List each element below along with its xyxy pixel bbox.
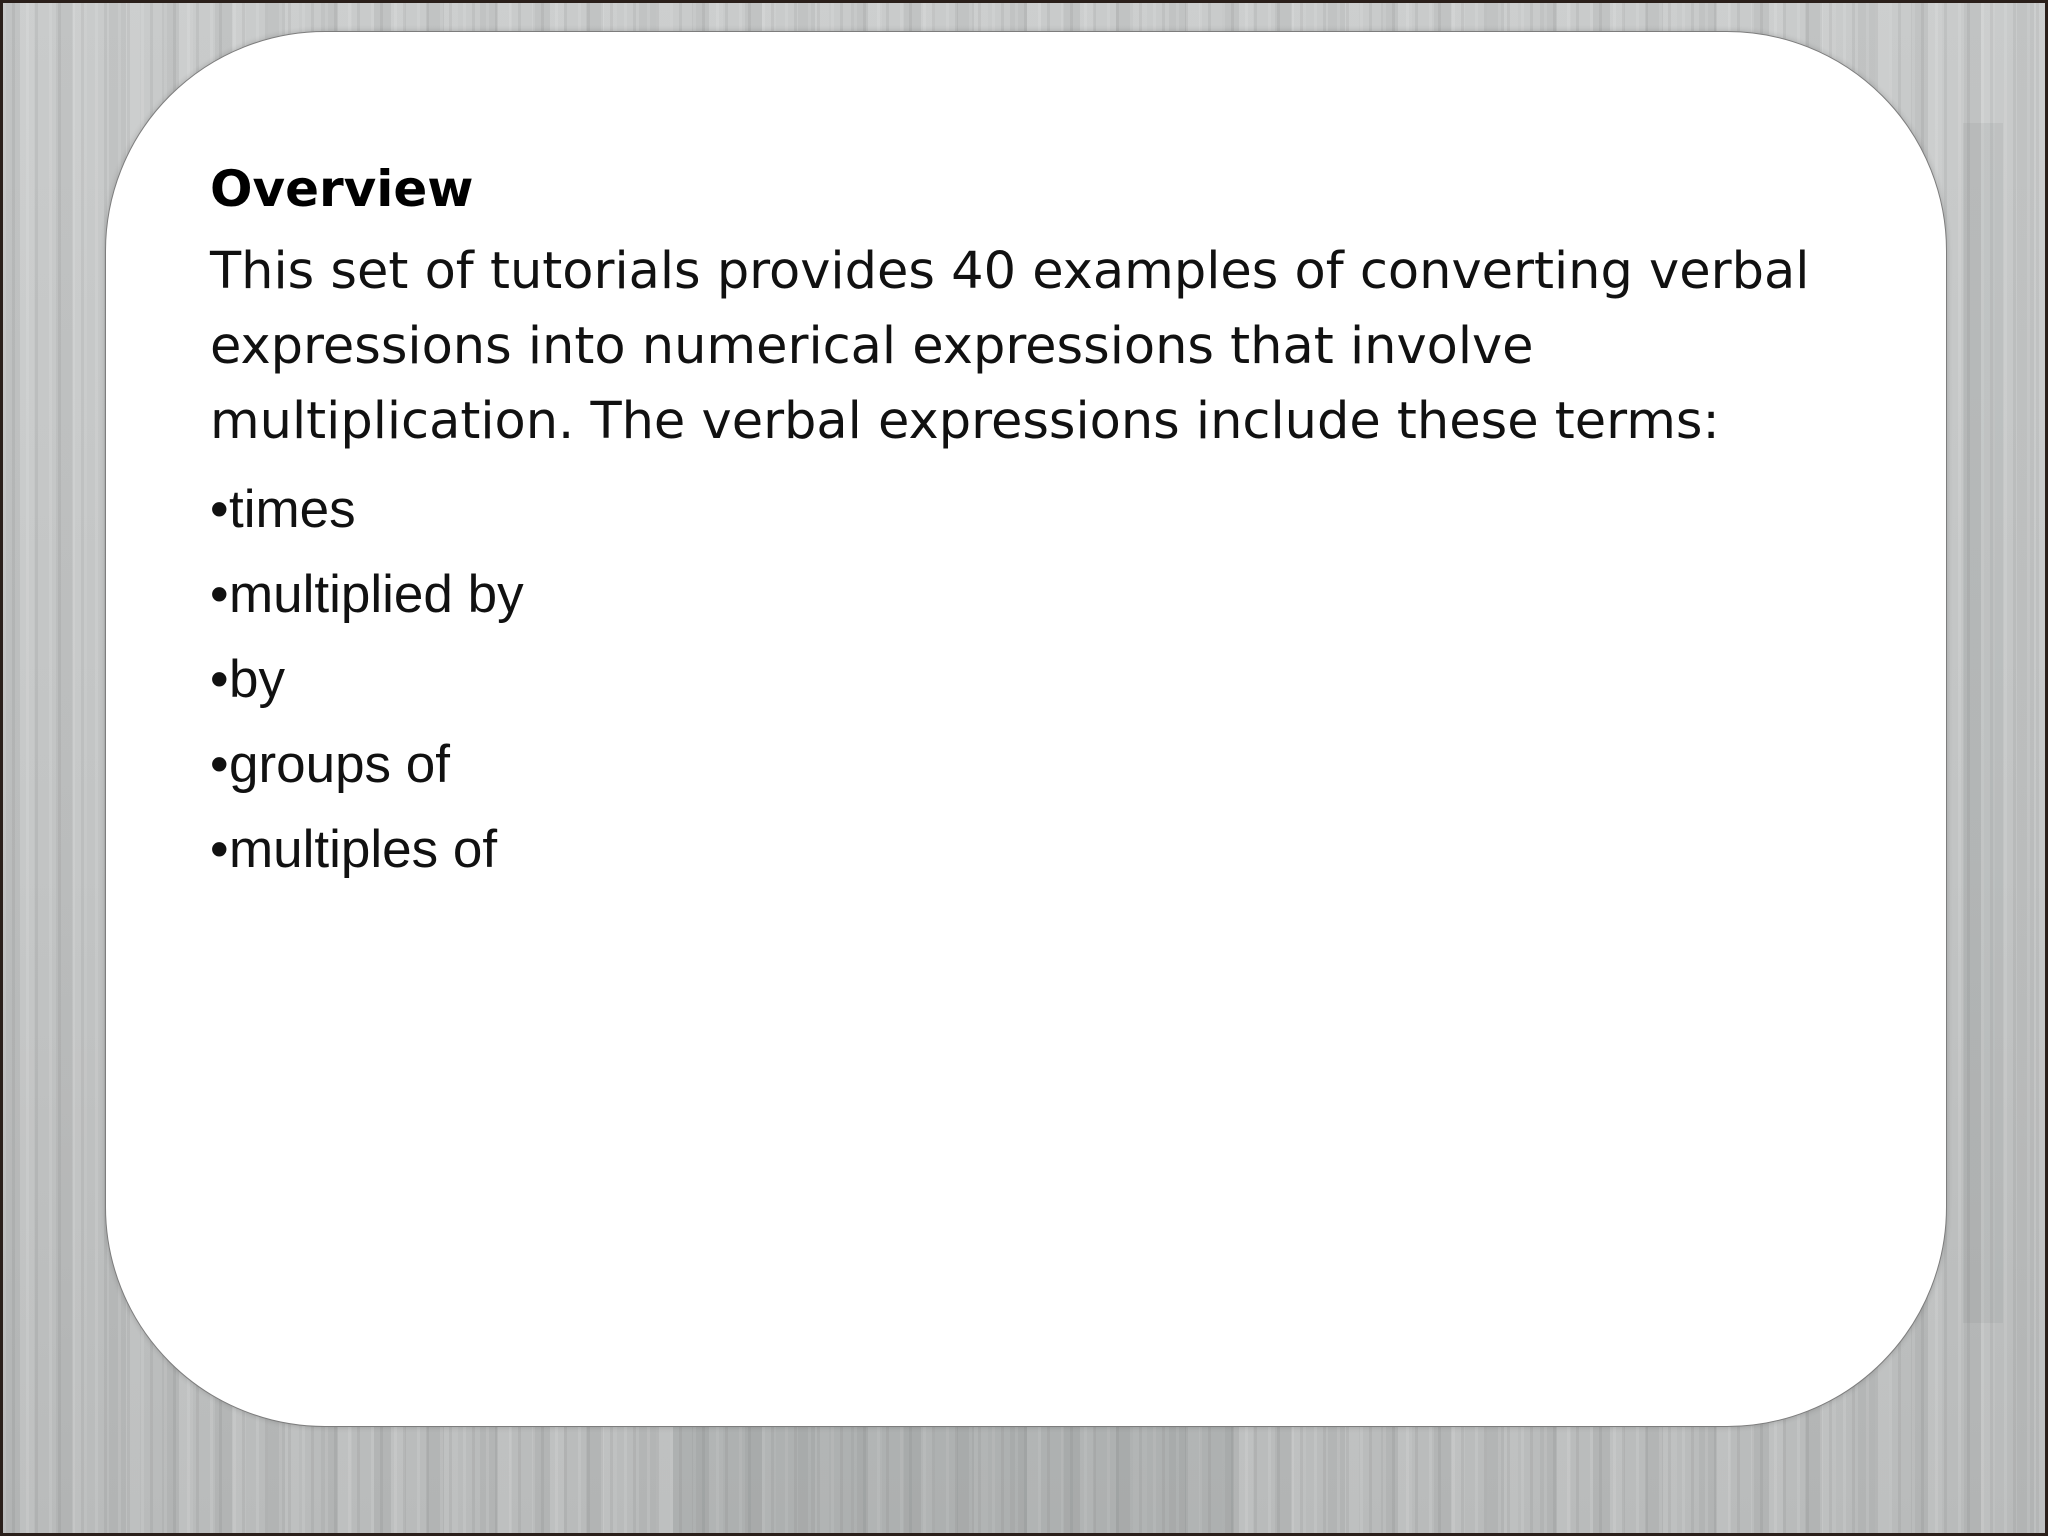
list-item [210, 467, 1870, 552]
list-item [210, 552, 1870, 637]
bullet-icon: • [210, 565, 229, 624]
list-item [210, 807, 1870, 892]
bullet-icon: • [210, 650, 229, 709]
background-texture [673, 1423, 1233, 1533]
term-label: multiples of [229, 820, 498, 879]
slide-background [3, 3, 2045, 1533]
term-label: times [229, 480, 356, 539]
term-label: groups of [229, 735, 450, 794]
card-content [210, 158, 1870, 892]
bullet-icon: • [210, 480, 229, 539]
intro-paragraph: This set of tutorials provides 40 examples of converting verbal expressions into numerical expressions that involve multiplication. The verbal expressions include these terms: [210, 242, 1810, 451]
bullet-icon: • [210, 735, 229, 794]
term-label: by [229, 650, 285, 709]
overview-heading: Overview [210, 160, 474, 218]
list-item [210, 637, 1870, 722]
bullet-icon: • [210, 820, 229, 879]
content-card [105, 31, 1947, 1427]
list-item [210, 722, 1870, 807]
terms-list [210, 467, 1870, 892]
term-label: multiplied by [229, 565, 524, 624]
background-texture [1963, 123, 2003, 1323]
